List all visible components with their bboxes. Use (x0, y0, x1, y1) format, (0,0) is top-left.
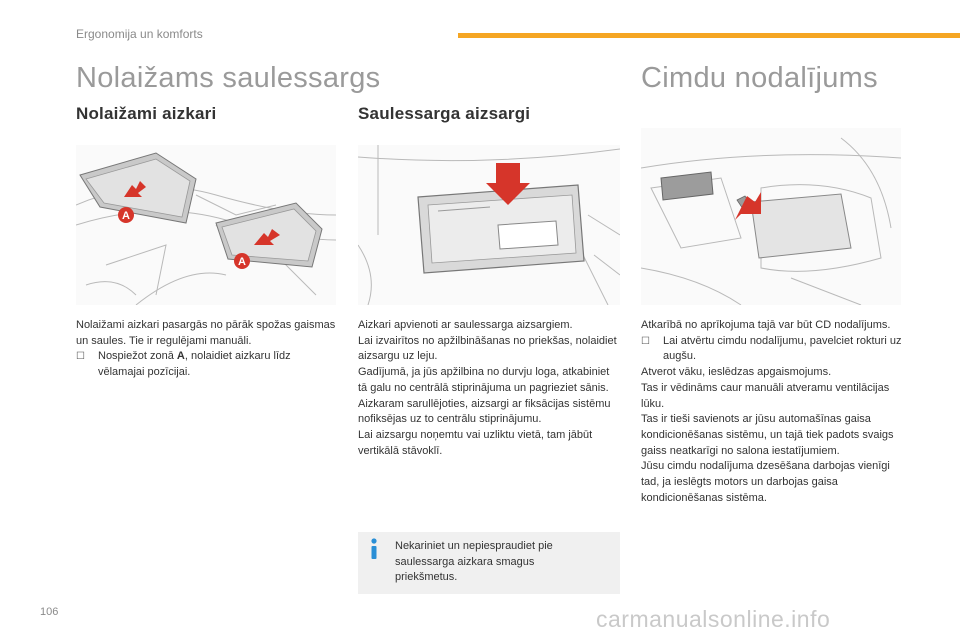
zone-a-marker-1 (118, 207, 134, 223)
checkbox-bullet-icon: ☐ (641, 335, 650, 347)
watermark: carmanualsonline.info (596, 606, 831, 632)
guards-paragraph-4: Aizkaram sarullējoties, aizsargi ar fiksācijas sistēmu nofiksējas uz to centrālu stiprinājumu. (358, 397, 611, 426)
guards-paragraph-1: Aizkari apvienoti ar saulessarga aizsargiem. (358, 319, 573, 331)
guards-text (358, 318, 620, 459)
info-icon (368, 538, 380, 560)
header-accent-bar (458, 33, 960, 38)
svg-text:A: A (122, 210, 130, 222)
glovebox-bullet-text: Lai atvērtu cimdu nodalījumu, pavelciet rokturi uz augšu. (663, 334, 902, 363)
section-title: Ergonomija un komforts (76, 27, 203, 41)
sun-blinds-illustration (76, 145, 336, 305)
zone-a-marker-2 (234, 253, 250, 269)
guards-paragraph-3: Gadījumā, ja jūs apžilbina no durvju loga, atkabiniet tā galu no centrālā stiprinājuma un pagrieziet sānis. (358, 366, 610, 394)
glovebox-paragraph-2: Atverot vāku, ieslēdzas apgaismojums. (641, 366, 832, 379)
blinds-text (76, 318, 338, 381)
glovebox-paragraph-3: Tas ir vēdināms caur manuāli atveramu ventilācijas lūku. (641, 381, 890, 410)
visor-guards-drawing (358, 145, 620, 305)
glovebox-title: Cimdu nodalījums (641, 62, 878, 94)
visor-guards-illustration (358, 145, 620, 305)
sun-visor-title: Nolaižams saulessargs (76, 62, 381, 94)
glovebox-paragraph-5: Jūsu cimdu nodalījuma dzesēšana darbojas vienīgi tad, ja ieslēgts motors un darbojas gaisa kondicionēšanas sistēma. (641, 460, 890, 504)
glovebox-drawing (641, 128, 901, 305)
glovebox-paragraph-1: Atkarībā no aprīkojuma tajā var būt CD nodalījums. (641, 319, 891, 331)
note-text: Nekariniet un nepiespraudiet pie saulessarga aizkara smagus priekšmetus. (395, 540, 553, 584)
blinds-bullet-text: Nospiežot zonā A, nolaidiet aizkaru līdz vēlamajai pozīcijai. (98, 350, 291, 379)
blinds-subtitle: Nolaižami aizkari (76, 104, 217, 123)
note-box (358, 532, 620, 594)
guards-subtitle: Saulessarga aizsargi (358, 104, 531, 123)
glovebox-text (641, 318, 909, 506)
glovebox-paragraph-4: Tas ir tieši savienots ar jūsu automašīnas gaisa kondicionēšanas sistēmu, un tajā tiek padots svaigs gaiss neatkarīgi no salona iestatījumiem. (641, 413, 894, 457)
guards-paragraph-5: Lai aizsargu noņemtu vai uzliktu vietā, tam jābūt vertikālā stāvoklī. (358, 428, 593, 457)
sun-blinds-drawing (76, 145, 336, 305)
page-number: 106 (40, 606, 59, 618)
blinds-bullet (76, 349, 338, 380)
svg-text:A: A (238, 256, 246, 268)
checkbox-bullet-icon: ☐ (76, 351, 85, 363)
guards-paragraph-2: Lai izvairītos no apžilbināšanas no priekšas, nolaidiet aizsargu uz leju. (358, 334, 617, 363)
glovebox-bullet (641, 334, 909, 365)
glovebox-illustration (641, 128, 901, 305)
blinds-intro: Nolaižami aizkari pasargās no pārāk spožas gaismas un saules. Tie ir regulējami manuāli. (76, 319, 336, 347)
